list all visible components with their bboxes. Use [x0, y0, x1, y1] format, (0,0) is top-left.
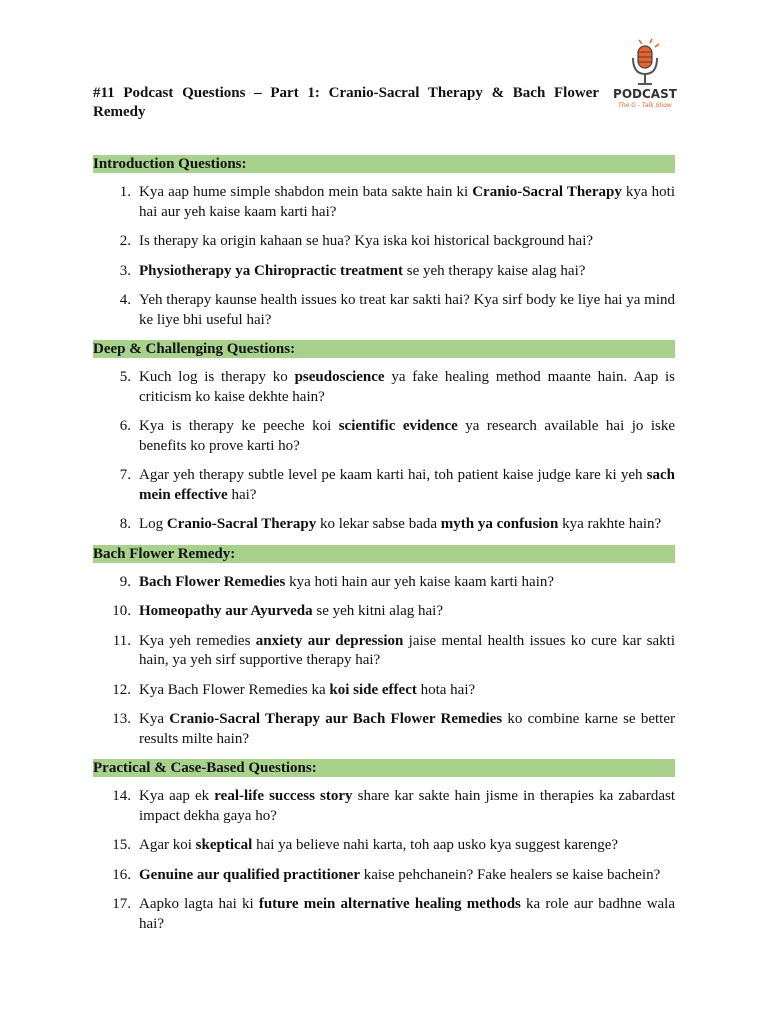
question-item — [93, 787, 675, 826]
question-emphasis: future mein alternative healing methods — [258, 896, 521, 912]
question-item — [93, 466, 675, 505]
question-emphasis: Cranio-Sacral Therapy aur Bach Flower Remedies — [169, 711, 503, 727]
question-text: Yeh therapy kaunse health issues ko treat kar sakti hai? Kya sirf body ke liye hai ya mind ke liye bhi useful hai? — [139, 292, 675, 328]
question-text: ko combine karne se better results milte hain? — [139, 711, 675, 747]
question-item — [93, 681, 675, 701]
section-heading: Introduction Questions: — [93, 155, 675, 173]
question-item — [93, 866, 675, 886]
question-text: kya hoti hai aur yeh kaise kaam karti hai? — [139, 184, 675, 220]
question-emphasis: Genuine aur qualified practitioner — [139, 866, 360, 883]
question-emphasis: sach mein effective — [139, 467, 675, 503]
question-text: kya hoti hain aur yeh kaise kaam karti hain? — [285, 573, 555, 590]
question-number: 4. — [119, 292, 131, 308]
question-list — [93, 573, 675, 750]
question-emphasis: koi side effect — [329, 681, 417, 698]
question-emphasis: Bach Flower Remedies — [139, 573, 286, 590]
question-number: 7. — [119, 467, 131, 483]
podcast-logo — [612, 38, 678, 112]
question-section — [93, 545, 675, 750]
question-text: Kya Bach Flower Remedies ka — [139, 681, 330, 698]
question-emphasis: Cranio-Sacral Therapy — [472, 184, 622, 200]
question-text: jaise mental health issues ko cure kar sakti hain, ya yeh sirf supportive therapy hai? — [139, 632, 675, 668]
question-emphasis: skeptical — [195, 837, 253, 853]
question-number: 10. — [112, 603, 131, 619]
document-title: #11 Podcast Questions – Part 1: Cranio-Sacral Therapy & Bach Flower Remedy — [93, 85, 599, 120]
section-heading: Bach Flower Remedy: — [93, 545, 675, 563]
logo-text: PODCAST — [613, 87, 677, 101]
section-heading: Practical & Case-Based Questions: — [93, 759, 675, 777]
question-item — [93, 232, 675, 252]
question-section — [93, 759, 675, 934]
question-emphasis: real-life success story — [214, 788, 353, 804]
question-number: 5. — [119, 369, 131, 385]
question-emphasis: Physiotherapy ya Chiropractic treatment — [139, 262, 403, 279]
question-number: 16. — [112, 866, 131, 883]
question-text: Log — [139, 516, 167, 532]
question-item — [93, 417, 675, 456]
question-list — [93, 183, 675, 330]
question-text: share kar sakte hain jisme in therapies ka zabardast impact dekha gaya ho? — [139, 788, 676, 824]
question-text: Agar yeh therapy subtle level pe kaam karti hai, toh patient kaise judge kare ki yeh — [139, 467, 647, 483]
question-text: se yeh therapy kaise alag hai? — [403, 262, 586, 279]
question-text: Aapko lagta hai ki — [139, 896, 259, 912]
question-number: 17. — [112, 896, 131, 912]
question-item — [93, 710, 675, 749]
question-text: Is therapy ka origin kahaan se hua? Kya iska koi historical background hai? — [139, 233, 594, 249]
question-list — [93, 787, 675, 934]
question-item — [93, 291, 675, 330]
question-number: 6. — [119, 418, 131, 434]
question-section — [93, 340, 675, 535]
question-item — [93, 836, 675, 856]
question-number: 12. — [112, 681, 131, 698]
question-number: 9. — [119, 573, 131, 590]
question-section — [93, 155, 675, 330]
question-text: ko lekar sabse bada — [316, 516, 441, 532]
question-text: Kya aap hume simple shabdon mein bata sakte hain ki — [139, 184, 473, 200]
question-text: hota hai? — [416, 681, 476, 698]
question-number: 2. — [119, 233, 131, 249]
question-number: 14. — [112, 788, 131, 804]
question-text: Kya aap ek — [139, 788, 215, 804]
logo-subtext: The G - Talk Show — [618, 102, 672, 109]
question-number: 13. — [112, 711, 131, 727]
question-text: hai? — [227, 486, 257, 503]
question-text: hai ya believe nahi karta, toh aap usko kya suggest karenge? — [252, 837, 619, 853]
question-emphasis: Homeopathy aur Ayurveda — [139, 603, 313, 619]
question-text: Kya yeh remedies — [139, 632, 256, 649]
question-emphasis: anxiety aur depression — [255, 632, 404, 649]
question-emphasis: Cranio-Sacral Therapy — [166, 516, 317, 532]
question-text: Kya — [139, 711, 170, 727]
question-text: kya rakhte hain? — [558, 516, 662, 532]
question-list — [93, 368, 675, 535]
section-heading: Deep & Challenging Questions: — [93, 340, 675, 358]
question-number: 8. — [119, 516, 131, 532]
question-text: Agar koi — [139, 837, 196, 853]
question-number: 1. — [119, 184, 131, 200]
question-emphasis: scientific evidence — [338, 418, 458, 434]
question-item — [93, 573, 675, 593]
question-sections — [93, 155, 675, 944]
question-item — [93, 602, 675, 622]
question-text: Kya is therapy ke peeche koi — [139, 418, 339, 434]
question-text: ya research available hai jo iske benefits ko prove karti ho? — [139, 418, 675, 454]
question-text: kaise pehchanein? Fake healers se kaise bachein? — [359, 866, 661, 883]
question-item — [93, 895, 675, 934]
question-item — [93, 183, 675, 222]
question-item — [93, 368, 675, 407]
question-item — [93, 515, 675, 535]
question-number: 15. — [112, 837, 131, 853]
question-emphasis: pseudoscience — [294, 369, 385, 385]
question-item — [93, 632, 675, 671]
question-text: se yeh kitni alag hai? — [312, 603, 443, 619]
question-text: ya fake healing method maante hain. Aap is criticism ko kaise dekhte hain? — [139, 369, 675, 405]
question-number: 11. — [112, 632, 131, 649]
question-item — [93, 262, 675, 282]
microphone-icon — [633, 39, 659, 84]
question-emphasis: myth ya confusion — [440, 516, 559, 532]
question-text: Kuch log is therapy ko — [139, 369, 295, 385]
question-number: 3. — [119, 262, 131, 279]
question-text: ka role aur badhne wala hai? — [139, 896, 676, 932]
